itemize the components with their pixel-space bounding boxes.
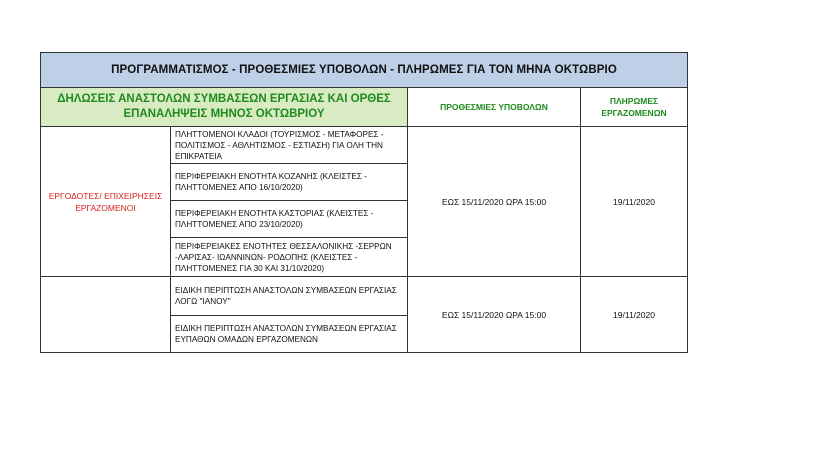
category-cell bbox=[171, 277, 408, 316]
category-line: ΠΕΡΙΦΕΡΕΙΑΚΗ ΕΝΟΤΗΤΑ ΚΑΣΤΟΡΙΑΣ (ΚΛΕΙΣΤΕΣ - bbox=[175, 209, 374, 218]
payment-cell: 19/11/2020 bbox=[581, 127, 688, 277]
category-line: ΠΕΡΙΦΕΡΕΙΑΚΕΣ ΕΝΟΤΗΤΕΣ ΘΕΣΣΑΛΟΝΙΚΗΣ -ΣΕΡΡΩΝ bbox=[175, 241, 392, 251]
payment-cell: 19/11/2020 bbox=[581, 277, 688, 353]
schedule-sheet bbox=[40, 52, 687, 353]
declarations-header-line1: ΔΗΛΩΣΕΙΣ ΑΝΑΣΤΟΛΩΝ ΣΥΜΒΑΣΕΩΝ ΕΡΓΑΣΙΑΣ ΚΑΙ ΟΡΘΕΣ bbox=[57, 93, 391, 105]
deadlines-header: ΠΡΟΘΕΣΜΙΕΣ ΥΠΟΒΟΛΩΝ bbox=[408, 88, 581, 127]
declarations-header bbox=[41, 88, 408, 127]
category-cell bbox=[171, 316, 408, 353]
category-line: ΕΠΙΚΡΑΤΕΙΑ bbox=[175, 151, 223, 161]
category-cell bbox=[171, 127, 408, 164]
employer-cell bbox=[41, 127, 171, 277]
category-line: ΕΥΠΑΘΩΝ ΟΜΑΔΩΝ ΕΡΓΑΖΟΜΕΝΩΝ bbox=[175, 335, 318, 344]
category-line: ΠΟΛΙΤΙΣΜΟΣ - ΑΘΛΗΤΙΣΜΟΣ - ΕΣΤΙΑΣΗ) ΓΙΑ ΟΛΗ ΤΗΝ bbox=[175, 140, 383, 150]
category-line: ΠΛΗΤΤΟΜΕΝΟΙ ΚΛΑΔΟΙ (ΤΟΥΡΙΣΜΟΣ - ΜΕΤΑΦΟΡΕΣ - bbox=[175, 129, 384, 139]
payments-header bbox=[581, 88, 688, 127]
category-line: -ΛΑΡΙΣΑΣ- ΙΩΑΝΝΙΝΩΝ- ΡΟΔΟΠΗΣ (ΚΛΕΙΣΤΕΣ - bbox=[175, 252, 358, 262]
category-line: ΕΙΔΙΚΗ ΠΕΡΙΠΤΩΣΗ ΑΝΑΣΤΟΛΩΝ ΣΥΜΒΑΣΕΩΝ ΕΡΓΑΣΙΑΣ bbox=[175, 286, 397, 295]
category-line: ΠΛΗΤΤΟΜΕΝΕΣ ΑΠΟ 16/10/2020) bbox=[175, 183, 303, 192]
table-title: ΠΡΟΓΡΑΜΜΑΤΙΣΜΟΣ - ΠΡΟΘΕΣΜΙΕΣ ΥΠΟΒΟΛΩΝ - ΠΛΗΡΩΜΕΣ ΓΙΑ ΤΟΝ ΜΗΝΑ ΟΚΤΩΒΡΙΟ bbox=[41, 53, 688, 88]
title-row bbox=[41, 53, 688, 88]
category-cell bbox=[171, 238, 408, 277]
payments-header-line1: ΠΛΗΡΩΜΕΣ bbox=[609, 96, 659, 106]
schedule-table bbox=[40, 52, 688, 353]
employer-line2: ΕΡΓΑΖΟΜΕΝΟΙ bbox=[75, 202, 136, 213]
category-line: ΕΙΔΙΚΗ ΠΕΡΙΠΤΩΣΗ ΑΝΑΣΤΟΛΩΝ ΣΥΜΒΑΣΕΩΝ ΕΡΓΑΣΙΑΣ bbox=[175, 324, 397, 333]
declarations-header-line2: ΕΠΑΝΑΛΗΨΕΙΣ ΜΗΝΟΣ ΟΚΤΩΒΡΙΟΥ bbox=[123, 108, 325, 120]
deadline-cell: ΕΩΣ 15/11/2020 ΩΡΑ 15:00 bbox=[408, 127, 581, 277]
category-line: ΛΟΓΩ "ΙΑΝΟΥ" bbox=[175, 297, 231, 306]
table-row bbox=[41, 277, 688, 316]
category-cell bbox=[171, 164, 408, 201]
deadline-cell: ΕΩΣ 15/11/2020 ΩΡΑ 15:00 bbox=[408, 277, 581, 353]
employer-line1: ΕΡΓΟΔΟΤΕΣ/ ΕΠΙΧΕΙΡΗΣΕΙΣ bbox=[48, 190, 163, 201]
category-line: ΠΕΡΙΦΕΡΕΙΑΚΗ ΕΝΟΤΗΤΑ ΚΟΖΑΝΗΣ (ΚΛΕΙΣΤΕΣ - bbox=[175, 172, 367, 181]
header-row bbox=[41, 88, 688, 127]
payments-header-line2: ΕΡΓΑΖΟΜΕΝΩΝ bbox=[601, 108, 667, 118]
category-cell bbox=[171, 201, 408, 238]
empty-employer-cell bbox=[41, 277, 171, 353]
table-row bbox=[41, 127, 688, 164]
category-line: ΠΛΗΤΤΟΜΕΝΕΣ ΑΠΟ 23/10/2020) bbox=[175, 220, 303, 229]
category-line: ΠΛΗΤΤΟΜΕΝΕΣ ΓΙΑ 30 ΚΑΙ 31/10/2020) bbox=[175, 263, 325, 273]
